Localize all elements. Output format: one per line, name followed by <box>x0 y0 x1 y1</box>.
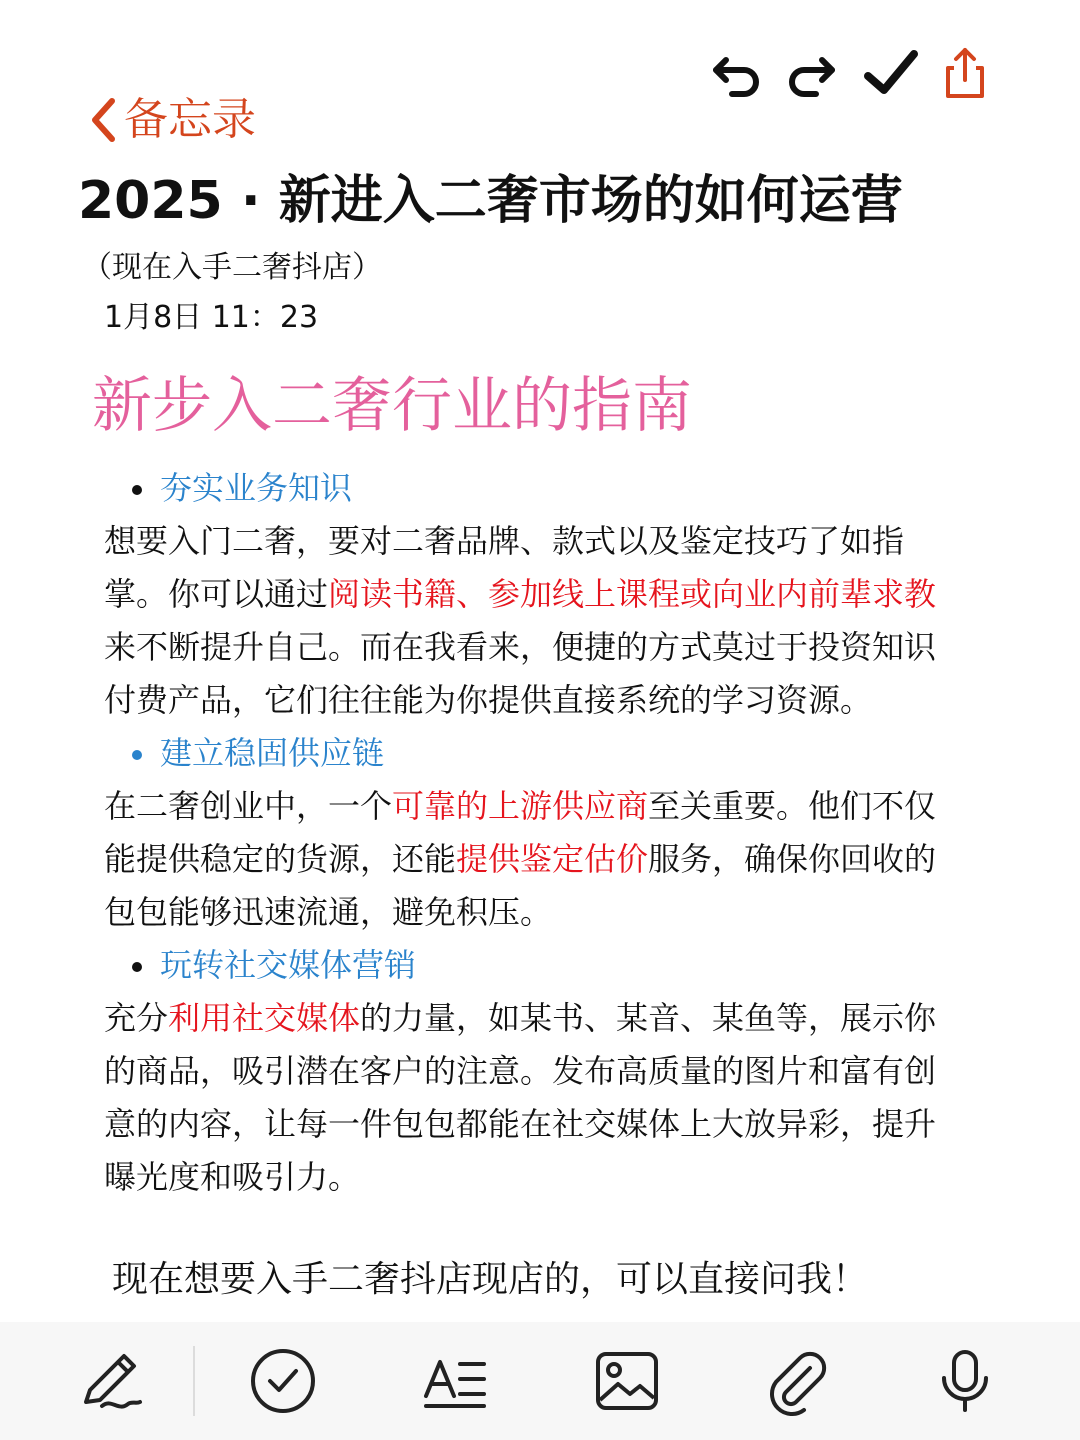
highlighted-text: 利用社交媒体 <box>168 999 361 1037</box>
note-subtitle[interactable]: （现在入手二奢抖店） <box>82 250 382 285</box>
top-toolbar <box>700 44 1000 104</box>
note-date: 1月8日 11：23 <box>104 300 319 335</box>
checklist-icon[interactable] <box>248 1346 318 1416</box>
paragraph-text: 至关重要。他们不仅能提供稳定的货源，还能 <box>104 787 937 878</box>
paragraph[interactable] <box>104 780 954 939</box>
bullet-item[interactable] <box>104 939 954 992</box>
paragraph-text: 服务，确保你回收的包包能够迅速流通，避免积压。 <box>104 840 937 931</box>
text-format-icon[interactable] <box>420 1346 490 1416</box>
bullet-label: 玩转社交媒体营销 <box>160 946 417 984</box>
bullet-dot-icon <box>132 485 142 495</box>
highlighted-text: 提供鉴定估价 <box>456 840 649 878</box>
back-label: 备忘录 <box>124 94 256 145</box>
done-checkmark-icon[interactable] <box>860 44 920 104</box>
paragraph-text: 想要入门二奢，要对二奢品牌、款式以及鉴定技巧了如指掌。你可以通过 <box>104 522 905 613</box>
paragraph[interactable] <box>104 992 954 1204</box>
bullet-item[interactable] <box>104 462 954 515</box>
paragraph-text: 来不断提升自己。而在我看来，便捷的方式莫过于投资知识付费产品，它们往往能为你提供直接系统的学习资源。 <box>104 628 937 719</box>
microphone-icon[interactable] <box>930 1346 1000 1416</box>
undo-icon[interactable] <box>706 44 766 104</box>
bullet-dot-icon <box>132 962 142 972</box>
highlighted-text: 可靠的上游供应商 <box>392 787 649 825</box>
paragraph-text: 在二奢创业中，一个 <box>104 787 393 825</box>
paragraph[interactable] <box>104 515 954 727</box>
bullet-item[interactable] <box>104 727 954 780</box>
closing-line[interactable]: 现在想要入手二奢抖店现店的，可以直接问我！ <box>112 1259 869 1300</box>
redo-icon[interactable] <box>782 44 842 104</box>
markup-pen-icon[interactable] <box>76 1346 146 1416</box>
attachment-icon[interactable] <box>762 1346 832 1416</box>
note-body[interactable] <box>104 462 954 1204</box>
bottom-toolbar <box>0 1322 1080 1440</box>
toolbar-divider <box>193 1346 195 1416</box>
photo-icon[interactable] <box>592 1346 662 1416</box>
share-icon[interactable] <box>936 44 996 104</box>
highlighted-text: 阅读书籍、参加线上课程或向业内前辈求教 <box>328 575 937 613</box>
chevron-left-icon <box>86 95 120 145</box>
paragraph-text: 充分 <box>104 999 169 1037</box>
bullet-dot-icon <box>132 750 142 760</box>
section-heading[interactable]: 新步入二奢行业的指南 <box>92 371 692 441</box>
bullet-label: 建立稳固供应链 <box>160 734 385 772</box>
note-title[interactable]: 2025 · 新进入二奢市场的如何运营 <box>78 171 903 231</box>
back-button[interactable] <box>86 88 256 152</box>
paragraph-text: 的力量，如某书、某音、某鱼等，展示你的商品，吸引潜在客户的注意。发布高质量的图片和富有创意的内容，让每一件包包都能在社交媒体上大放异彩，提升曝光度和吸引力。 <box>104 999 937 1196</box>
bullet-label: 夯实业务知识 <box>160 469 353 507</box>
